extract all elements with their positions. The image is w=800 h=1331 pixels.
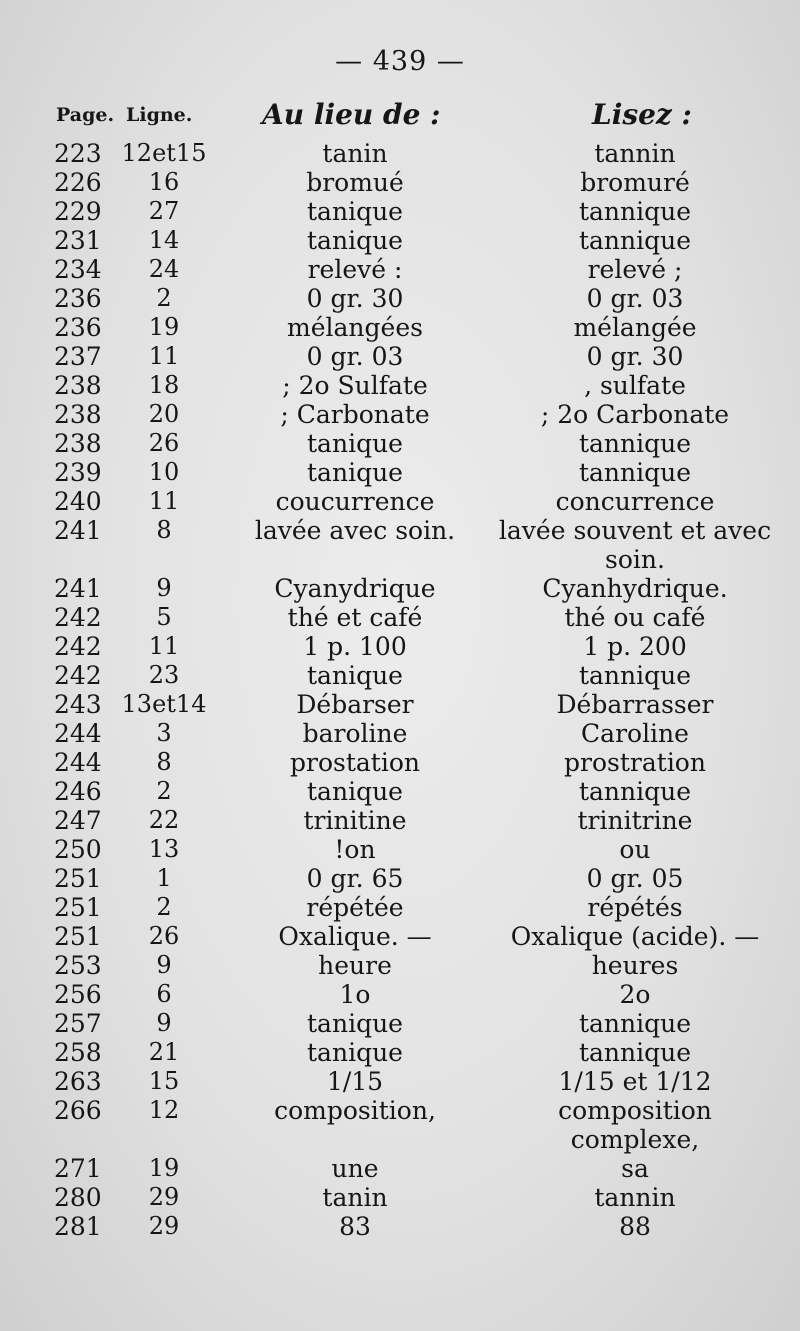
errata-line-cell: 26 [148,429,180,457]
errata-wrong-cell: !on [334,835,376,864]
errata-line-cell: 21 [148,1038,180,1066]
errata-correct-cell: tannique [578,1009,692,1038]
errata-line-cell: 12 [148,1096,180,1124]
errata-page-cell: 238 [54,371,102,400]
errata-correct-cell: Oxalique (acide). — [510,922,760,951]
errata-wrong-cell: ; Carbonate [280,400,430,429]
errata-line-cell: 9 [156,951,172,979]
errata-correct-cell: tannique [578,226,692,255]
errata-wrong-cell: tanin [322,1183,388,1212]
errata-page-cell: 241 [54,574,102,603]
errata-correct-cell: bromuré [580,168,690,197]
errata-page-cell: 229 [54,197,102,226]
errata-line-cell: 9 [156,1009,172,1037]
errata-wrong-cell: prostation [290,748,420,777]
errata-wrong-cell: 1/15 [326,1067,384,1096]
errata-correct-cell: 1/15 et 1/12 [558,1067,712,1096]
errata-correct-cell: relevé ; [587,255,683,284]
errata-line-cell: 1 [156,864,172,892]
errata-page-cell: 244 [54,748,102,777]
errata-wrong-cell: Cyanydrique [274,574,436,603]
errata-correct-cell: 0 gr. 30 [586,342,684,371]
errata-line-cell: 11 [148,632,180,660]
page-number: — 439 — [335,46,465,77]
errata-wrong-cell: coucurrence [275,487,435,516]
errata-correct-cell: 0 gr. 03 [586,284,684,313]
errata-correct-cell: lavée souvent et avec soin. [498,516,772,574]
errata-correct-cell: tannique [578,458,692,487]
errata-wrong-cell: 0 gr. 03 [306,342,404,371]
errata-wrong-cell: mélangées [287,313,423,342]
errata-row [0,1183,800,1212]
errata-row [0,487,800,516]
header-au-lieu-de: Au lieu de : [262,98,441,131]
errata-correct-cell: trinitrine [577,806,693,835]
errata-row [0,429,800,458]
errata-wrong-cell: bromué [306,168,404,197]
errata-row [0,1009,800,1038]
errata-line-cell: 13 [148,835,180,863]
errata-line-cell: 8 [156,748,172,776]
errata-correct-cell: Cyanhydrique. [542,574,728,603]
errata-line-cell: 10 [148,458,180,486]
errata-line-cell: 24 [148,255,180,283]
errata-line-cell: 2 [156,893,172,921]
errata-page-cell: 251 [54,922,102,951]
errata-line-cell: 6 [156,980,172,1008]
errata-correct-cell: prostration [564,748,706,777]
errata-table [0,139,800,1241]
errata-wrong-cell: 1 p. 100 [303,632,407,661]
errata-row [0,168,800,197]
errata-wrong-cell: répétée [306,893,404,922]
errata-line-cell: 16 [148,168,180,196]
errata-line-cell: 13et14 [121,690,207,718]
errata-row [0,197,800,226]
errata-correct-cell: tannin [594,1183,676,1212]
errata-wrong-cell: Débarser [296,690,414,719]
errata-row [0,632,800,661]
errata-row [0,226,800,255]
errata-row [0,893,800,922]
errata-page-cell: 253 [54,951,102,980]
errata-line-cell: 12et15 [121,139,207,167]
errata-wrong-cell: lavée avec soin. [254,516,456,545]
errata-line-cell: 18 [148,371,180,399]
errata-line-cell: 15 [148,1067,180,1095]
errata-page-cell: 251 [54,864,102,893]
errata-line-cell: 27 [148,197,180,225]
errata-row [0,1096,800,1154]
errata-line-cell: 19 [148,313,180,341]
errata-wrong-cell: tanique [307,1009,403,1038]
header-lisez: Lisez : [592,98,692,131]
errata-wrong-cell: composition, [274,1096,436,1125]
errata-wrong-cell: 83 [339,1212,371,1241]
errata-correct-cell: mélangée [573,313,697,342]
errata-correct-cell: tannique [578,1038,692,1067]
errata-correct-cell: 2o [619,980,651,1009]
errata-page-cell: 250 [54,835,102,864]
errata-page-cell: 223 [54,139,102,168]
errata-wrong-cell: trinitine [303,806,407,835]
errata-page-cell: 263 [54,1067,102,1096]
errata-wrong-cell: tanique [307,197,403,226]
errata-line-cell: 29 [148,1183,180,1211]
errata-wrong-cell: heure [318,951,392,980]
errata-page-cell: 231 [54,226,102,255]
errata-row [0,777,800,806]
errata-correct-cell: tannin [594,139,676,168]
errata-line-cell: 23 [148,661,180,689]
errata-page-cell: 242 [54,632,102,661]
errata-wrong-cell: thé et café [287,603,423,632]
errata-wrong-cell: ; 2o Sulfate [282,371,428,400]
errata-wrong-cell: tanique [307,429,403,458]
errata-page-cell: 246 [54,777,102,806]
errata-row [0,342,800,371]
errata-page-cell: 251 [54,893,102,922]
errata-wrong-cell: tanique [307,1038,403,1067]
errata-line-cell: 11 [148,487,180,515]
errata-line-cell: 20 [148,400,180,428]
errata-page-cell: 242 [54,661,102,690]
errata-row [0,574,800,603]
errata-correct-cell: tannique [578,197,692,226]
errata-correct-cell: tannique [578,777,692,806]
errata-row [0,835,800,864]
errata-line-cell: 5 [156,603,172,631]
errata-page-cell: 258 [54,1038,102,1067]
errata-page-cell: 241 [54,516,102,545]
errata-page-cell: 238 [54,429,102,458]
errata-line-cell: 3 [156,719,172,747]
errata-correct-cell: ; 2o Carbonate [540,400,730,429]
errata-line-cell: 14 [148,226,180,254]
errata-correct-cell: tannique [578,429,692,458]
errata-page-cell: 237 [54,342,102,371]
errata-wrong-cell: 0 gr. 30 [306,284,404,313]
errata-row [0,1212,800,1241]
errata-correct-cell: 88 [619,1212,651,1241]
errata-line-cell: 2 [156,284,172,312]
errata-page-cell: 236 [54,313,102,342]
errata-correct-cell: 0 gr. 05 [586,864,684,893]
errata-row [0,139,800,168]
errata-row [0,980,800,1009]
errata-row [0,400,800,429]
errata-correct-cell: Débarrasser [556,690,714,719]
errata-page-cell: 271 [54,1154,102,1183]
errata-page-cell: 257 [54,1009,102,1038]
errata-page-cell: 236 [54,284,102,313]
errata-page-cell: 256 [54,980,102,1009]
errata-correct-cell: ou [619,835,651,864]
errata-wrong-cell: baroline [302,719,408,748]
errata-header-row [0,98,800,138]
errata-correct-cell: répétés [587,893,683,922]
errata-correct-cell: Caroline [581,719,689,748]
errata-row [0,371,800,400]
errata-line-cell: 29 [148,1212,180,1240]
errata-wrong-cell: 0 gr. 65 [306,864,404,893]
errata-wrong-cell: tanique [307,777,403,806]
errata-row [0,748,800,777]
errata-row [0,864,800,893]
errata-row [0,661,800,690]
errata-row [0,1154,800,1183]
errata-wrong-cell: Oxalique. — [278,922,432,951]
header-ligne: Ligne. [126,104,193,126]
errata-page-cell: 243 [54,690,102,719]
errata-correct-cell: tannique [578,661,692,690]
errata-line-cell: 9 [156,574,172,602]
errata-page-cell: 226 [54,168,102,197]
errata-page-cell: 281 [54,1212,102,1241]
errata-row [0,603,800,632]
errata-correct-cell: sa [621,1154,649,1183]
errata-page-cell: 234 [54,255,102,284]
errata-page-cell: 266 [54,1096,102,1125]
errata-row [0,255,800,284]
errata-row [0,951,800,980]
errata-page-cell: 240 [54,487,102,516]
errata-wrong-cell: 1o [339,980,371,1009]
errata-wrong-cell: tanique [307,661,403,690]
errata-correct-cell: concurrence [555,487,715,516]
errata-correct-cell: composition complexe, [558,1096,712,1154]
errata-row [0,458,800,487]
errata-correct-cell: 1 p. 200 [583,632,687,661]
errata-row [0,922,800,951]
errata-row [0,719,800,748]
errata-row [0,1038,800,1067]
errata-row [0,1067,800,1096]
errata-wrong-cell: une [331,1154,379,1183]
errata-line-cell: 19 [148,1154,180,1182]
header-page: Page. [56,104,115,126]
errata-row [0,284,800,313]
errata-page-cell: 239 [54,458,102,487]
errata-line-cell: 26 [148,922,180,950]
errata-row [0,516,800,574]
errata-page-cell: 280 [54,1183,102,1212]
errata-correct-cell: heures [591,951,679,980]
errata-row [0,313,800,342]
errata-row [0,806,800,835]
errata-correct-cell: , sulfate [584,371,686,400]
errata-line-cell: 8 [156,516,172,544]
errata-page-cell: 247 [54,806,102,835]
errata-correct-cell: thé ou café [564,603,706,632]
errata-page-cell: 244 [54,719,102,748]
errata-wrong-cell: tanique [307,226,403,255]
errata-wrong-cell: tanique [307,458,403,487]
errata-page-cell: 238 [54,400,102,429]
errata-page-cell: 242 [54,603,102,632]
errata-row [0,690,800,719]
errata-wrong-cell: tanin [322,139,388,168]
errata-line-cell: 2 [156,777,172,805]
errata-line-cell: 11 [148,342,180,370]
errata-wrong-cell: relevé : [307,255,403,284]
errata-line-cell: 22 [148,806,180,834]
